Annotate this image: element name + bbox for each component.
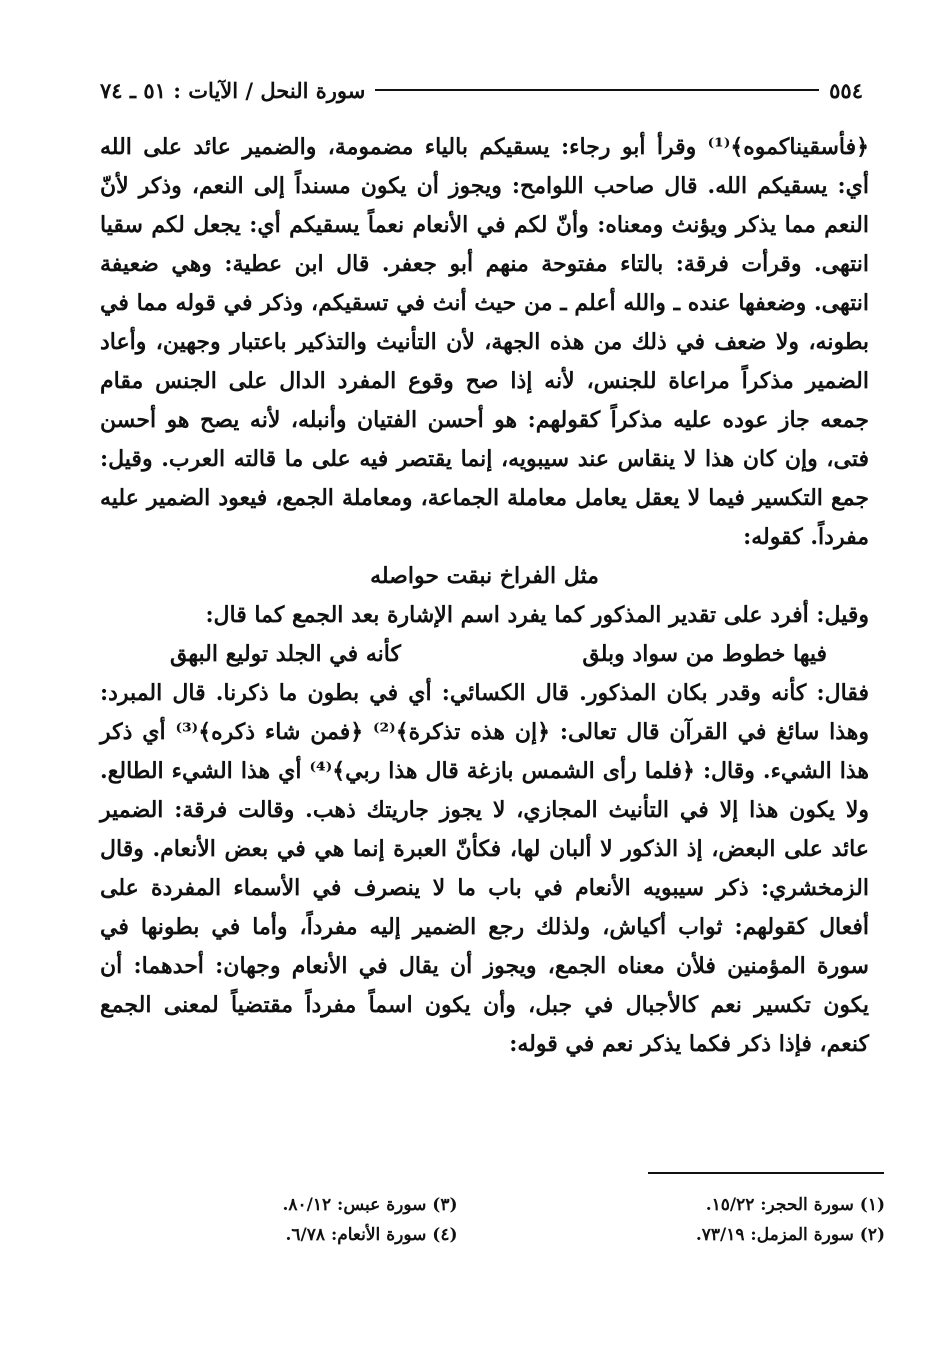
page-number: ٥٥٤ bbox=[829, 77, 863, 103]
paragraph-2: وقيل: أفرد على تقدير المذكور كما يفرد اسم الإشارة بعد الجمع كما قال: bbox=[205, 602, 869, 628]
header-title: سورة النحل / الآيات : ٥١ ـ ٧٤ bbox=[100, 77, 366, 103]
footnotes bbox=[150, 1190, 885, 1250]
footnote-2: (٢) سورة المزمل: ٧٣/١٩. bbox=[695, 1225, 885, 1245]
footnote-4: (٤) سورة الأنعام: ٦/٧٨. bbox=[285, 1225, 458, 1245]
paragraph-1: ﴿فأسقيناكموه﴾⁽¹⁾ وقرأ أبو رجاء: يسقيكم بالياء مضمومة، والضمير عائد على الله أي: يسقيكم الله. قال صاحب اللوامح: ويجوز أن يكون مسنداً إلى النعم، وذكر لأنّ النعم مما يذكر ويؤنث ومعناه: وأنّ لكم في الأنعام نعماً يسقيكم أي: يجعل لكم سقيا انتهى. وقرأت فرقة: بالتاء مفتوحة منهم أبو جعفر. قال ابن عطية: وهي ضعيفة انتهى. وضعفها عنده ـ والله أعلم ـ من حيث أنث في تسقيكم، وذكر في قوله مما في بطونه، ولا ضعف في ذلك من هذه الجهة، لأن التأنيث والتذكير باعتبار وجهين، وأعاد الضمير مذكراً مراعاة للجنس، لأنه إذا صح وقوع المفرد الدال على الجنس مقام جمعه جاز عوده عليه مذكراً كقولهم: هو أحسن الفتيان وأنبله، لأنه يصح هو أحسن فتى، وإن كان هذا لا ينقاس عند سيبويه، إنما يقتصر فيه على ما قالته العرب. وقيل: جمع التكسير فيما لا يعقل يعامل معاملة الجماعة، ومعاملة الجمع، فيعود الضمير عليه مفرداً. كقوله: bbox=[100, 134, 869, 550]
paragraph-3: فقال: كأنه وقدر بكان المذكور. قال الكسائي: أي في بطون ما ذكرنا. قال المبرد: وهذا سائغ في القرآن قال تعالى: ﴿إن هذه تذكرة﴾⁽²⁾ ﴿فمن شاء ذكره﴾⁽³⁾ أي ذكر هذا الشيء. وقال: ﴿فلما رأى الشمس بازغة قال هذا ربي﴾⁽⁴⁾ أي هذا الشيء الطالع. ولا يكون هذا إلا في التأنيث المجازي، لا يجوز جاريتك ذهب. وقالت فرقة: الضمير عائد على البعض، إذ الذكور لا ألبان لها، فكأنّ العبرة إنما هي في بعض الأنعام. وقال الزمخشري: ذكر سيبويه الأنعام في باب ما لا ينصرف في الأسماء المفردة على أفعال كقولهم: ثواب أكياش، ولذلك رجع الضمير إليه مفرداً، وأما في بطونها في سورة المؤمنين فلأن معناه الجمع، ويجوز أن يقال في الأنعام وجهان: أحدهما: أن يكون تكسير نعم كالأجبال في جبل، وأن يكون اسماً مفرداً مقتضياً لمعنى الجمع كنعم، فإذا ذكر فكما يذكر نعم في قوله: bbox=[100, 680, 869, 1057]
footnote-1: (١) سورة الحجر: ١٥/٢٢. bbox=[705, 1195, 885, 1215]
header-rule bbox=[375, 89, 819, 91]
verse-2 bbox=[100, 635, 869, 674]
verse-1: مثل الفراخ نبقت حواصله bbox=[370, 563, 599, 589]
footnote-rule bbox=[648, 1172, 884, 1174]
footnote-3: (٣) سورة عبس: ٨٠/١٢. bbox=[282, 1195, 458, 1215]
verse-2-second-hemistich: كأنه في الجلد توليع البهق bbox=[170, 641, 401, 667]
verse-2-first-hemistich: فيها خطوط من سواد وبلق bbox=[582, 641, 827, 667]
main-text bbox=[100, 128, 869, 1064]
running-header bbox=[100, 70, 863, 110]
